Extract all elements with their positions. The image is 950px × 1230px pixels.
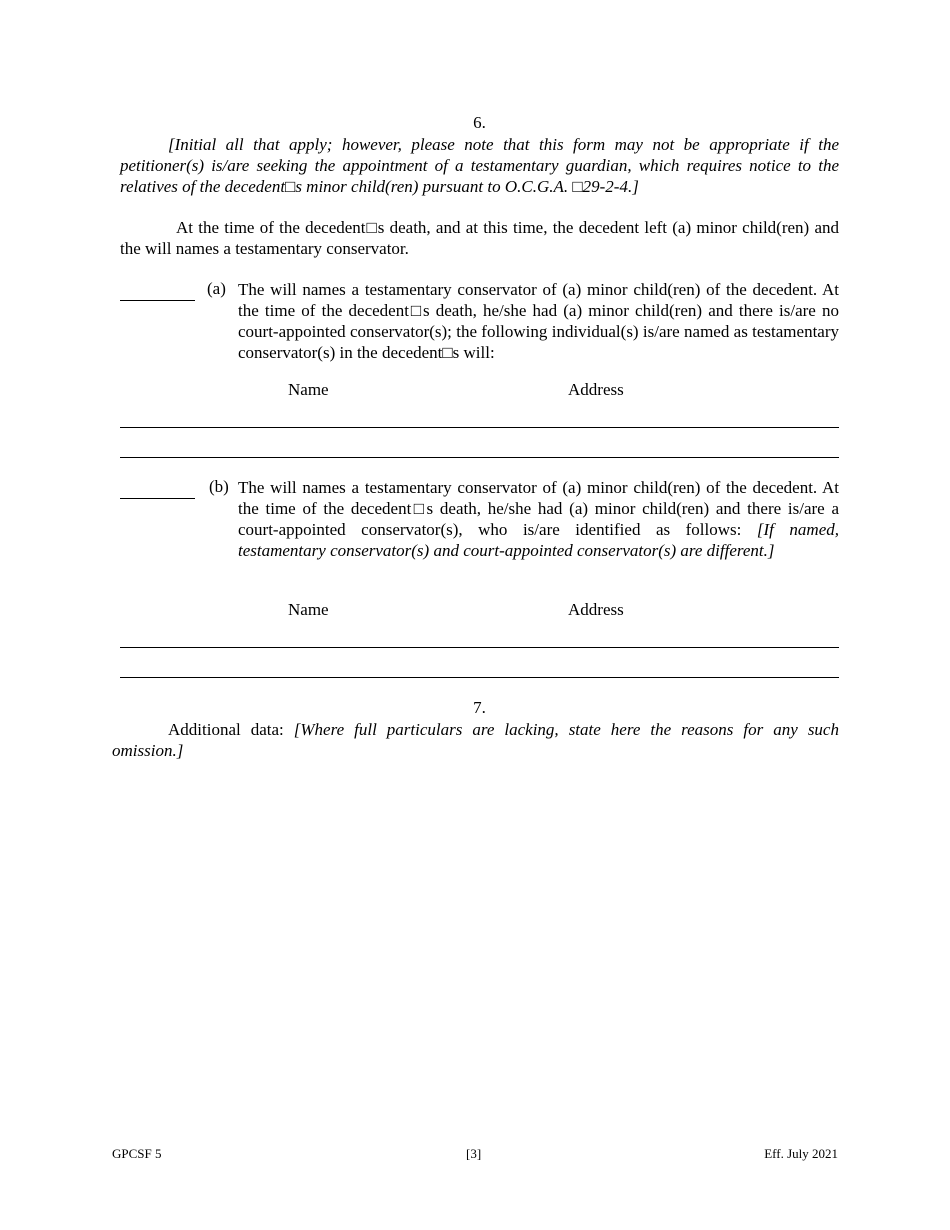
option-b-entry-line-2[interactable] [120, 677, 839, 678]
section-6-instruction: [Initial all that apply; however, please note that this form may not be appropriate if the petitioner(s) is/are seeking the appointment of a testamentary guardian, which requires notice to the relatives of the decedent□s minor child(ren) pursuant to O.C.G.A. □29-2-4.] [120, 135, 839, 196]
option-b-label: (b) [209, 477, 229, 496]
option-b-entry-line-1[interactable] [120, 647, 839, 648]
option-a-name-header: Name [288, 380, 329, 399]
option-b-text-italic: [If named, testamentary conservator(s) and court-appointed conservator(s) are different.] [238, 520, 840, 560]
option-a-entry-line-2[interactable] [120, 457, 839, 458]
initial-blank-b[interactable] [120, 480, 195, 499]
option-b-address-header: Address [568, 600, 624, 619]
option-a-text: The will names a testamentary conservator of (a) minor child(ren) of the decedent. At the time of the decedent□s death, he/she had (a) minor child(ren) and there is/are no court-appointed conservator(s); the following individual(s) is/are named as testamentary conservator(s) in the decedent□s will: [238, 280, 839, 362]
section-6-intro: At the time of the decedent□s death, and at this time, the decedent left (a) minor child(ren) and the will names a testamentary conservator. [120, 218, 839, 258]
section-6-number: 6. [473, 113, 486, 132]
footer-form-id: GPCSF 5 [112, 1146, 162, 1161]
footer-page-number: [3] [466, 1146, 482, 1161]
option-a-entry-line-1[interactable] [120, 427, 839, 428]
footer-effective-date: Eff. July 2021 [764, 1146, 838, 1161]
option-b-text: The will names a testamentary conservator of (a) minor child(ren) of the decedent. At the time of the decedent□s death, he/she had (a) minor child(ren) and there is/are a court-appointed conservator(s), who is/are identified as follows: [238, 478, 839, 539]
option-b-text-block [238, 477, 839, 561]
section-7-label: Additional data: [168, 720, 294, 739]
option-a-address-header: Address [568, 380, 624, 399]
section-7-instruction: [Where full particulars are lacking, state here the reasons for any such omission.] [112, 720, 839, 760]
section-7-number: 7. [473, 698, 486, 717]
initial-blank-a[interactable] [120, 282, 195, 301]
option-a-label: (a) [207, 279, 226, 298]
option-b-name-header: Name [288, 600, 329, 619]
section-7-text [112, 719, 839, 761]
